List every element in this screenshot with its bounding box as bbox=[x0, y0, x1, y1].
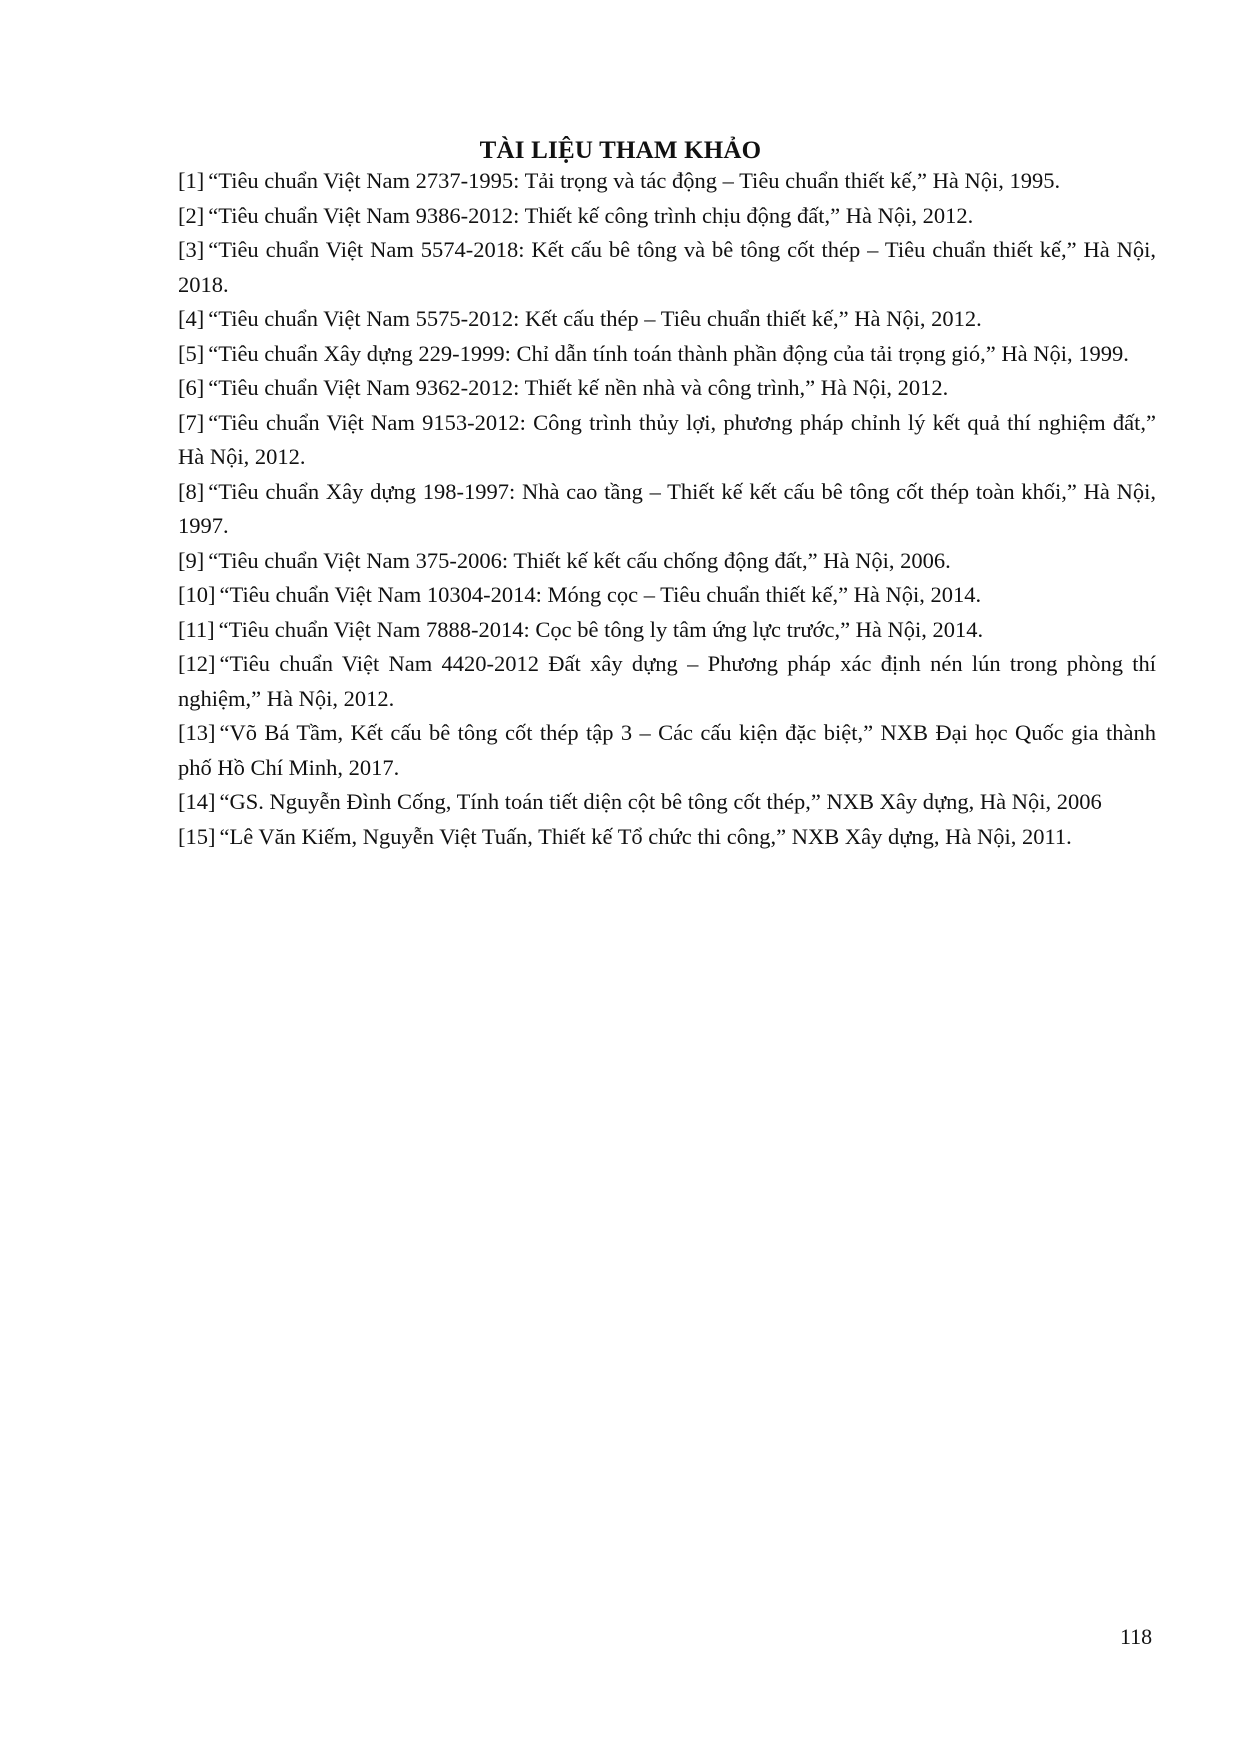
reference-number: [1] bbox=[178, 168, 205, 193]
reference-number: [6] bbox=[178, 375, 205, 400]
reference-text: “Tiêu chuẩn Xây dựng 229-1999: Chỉ dẫn tính toán thành phần động của tải trọng gió,” Hà Nội, 1999. bbox=[208, 340, 1129, 366]
reference-text: “Tiêu chuẩn Việt Nam 9386-2012: Thiết kế công trình chịu động đất,” Hà Nội, 2012. bbox=[208, 202, 974, 228]
reference-number: [3] bbox=[178, 237, 205, 262]
reference-number: [13] bbox=[178, 720, 216, 745]
reference-number: [14] bbox=[178, 789, 216, 814]
reference-number: [5] bbox=[178, 340, 205, 366]
reference-text: “Tiêu chuẩn Việt Nam 9153-2012: Công trình thủy lợi, phương pháp chỉnh lý kết quả thí nghiệm đất,” Hà Nội, 2012. bbox=[178, 409, 1156, 469]
reference-item-14 bbox=[178, 785, 1156, 820]
reference-item-5 bbox=[178, 337, 1156, 372]
page-number: 118 bbox=[1120, 1624, 1153, 1649]
reference-item-7 bbox=[178, 406, 1156, 475]
reference-item-8 bbox=[178, 475, 1156, 544]
reference-item-2 bbox=[178, 199, 1156, 234]
reference-text: “GS. Nguyễn Đình Cống, Tính toán tiết diện cột bê tông cốt thép,” NXB Xây dựng, Hà Nội, 2006 bbox=[219, 789, 1102, 814]
reference-number: [8] bbox=[178, 478, 205, 504]
reference-item-11 bbox=[178, 613, 1156, 648]
reference-item-3 bbox=[178, 233, 1156, 302]
reference-number: [4] bbox=[178, 306, 205, 331]
reference-item-10 bbox=[178, 578, 1156, 613]
reference-item-12 bbox=[178, 647, 1156, 716]
reference-number: [15] bbox=[178, 823, 216, 849]
reference-text: “Tiêu chuẩn Việt Nam 375-2006: Thiết kế kết cấu chống động đất,” Hà Nội, 2006. bbox=[208, 547, 951, 573]
reference-text: “Tiêu chuẩn Việt Nam 4420-2012 Đất xây dựng – Phương pháp xác định nén lún trong phòng thí nghiệm,” Hà Nội, 2012. bbox=[178, 651, 1156, 711]
reference-text: “Tiêu chuẩn Việt Nam 5575-2012: Kết cấu thép – Tiêu chuẩn thiết kế,” Hà Nội, 2012. bbox=[208, 306, 982, 331]
reference-item-4 bbox=[178, 302, 1156, 337]
reference-text: “Tiêu chuẩn Việt Nam 5574-2018: Kết cấu bê tông và bê tông cốt thép – Tiêu chuẩn thiết kế,” Hà Nội, 2018. bbox=[178, 237, 1156, 297]
reference-text: “Tiêu chuẩn Việt Nam 9362-2012: Thiết kế nền nhà và công trình,” Hà Nội, 2012. bbox=[208, 375, 949, 400]
reference-text: “Tiêu chuẩn Việt Nam 10304-2014: Móng cọc – Tiêu chuẩn thiết kế,” Hà Nội, 2014. bbox=[219, 582, 982, 607]
reference-number: [12] bbox=[178, 651, 216, 676]
reference-text: “Tiêu chuẩn Việt Nam 7888-2014: Cọc bê tông ly tâm ứng lực trước,” Hà Nội, 2014. bbox=[218, 616, 984, 642]
reference-item-6 bbox=[178, 371, 1156, 406]
reference-text: “Tiêu chuẩn Việt Nam 2737-1995: Tải trọng và tác động – Tiêu chuẩn thiết kế,” Hà Nội, 1995. bbox=[208, 168, 1061, 193]
reference-number: [7] bbox=[178, 409, 205, 435]
reference-text: “Tiêu chuẩn Xây dựng 198-1997: Nhà cao tầng – Thiết kế kết cấu bê tông cốt thép toàn khối,” Hà Nội, 1997. bbox=[178, 478, 1156, 538]
reference-text: “Lê Văn Kiếm, Nguyễn Việt Tuấn, Thiết kế Tổ chức thi công,” NXB Xây dựng, Hà Nội, 2011. bbox=[219, 823, 1072, 849]
reference-item-15 bbox=[178, 820, 1156, 855]
reference-list bbox=[178, 164, 1156, 854]
reference-number: [10] bbox=[178, 582, 216, 607]
reference-item-1 bbox=[178, 164, 1156, 199]
reference-item-9 bbox=[178, 544, 1156, 579]
page-title: TÀI LIỆU THAM KHẢO bbox=[479, 136, 762, 164]
reference-number: [11] bbox=[178, 616, 215, 642]
reference-number: [2] bbox=[178, 202, 205, 228]
reference-item-13 bbox=[178, 716, 1156, 785]
reference-number: [9] bbox=[178, 547, 205, 573]
reference-text: “Võ Bá Tầm, Kết cấu bê tông cốt thép tập 3 – Các cấu kiện đặc biệt,” NXB Đại học Quốc gia thành phố Hồ Chí Minh, 2017. bbox=[178, 720, 1156, 780]
